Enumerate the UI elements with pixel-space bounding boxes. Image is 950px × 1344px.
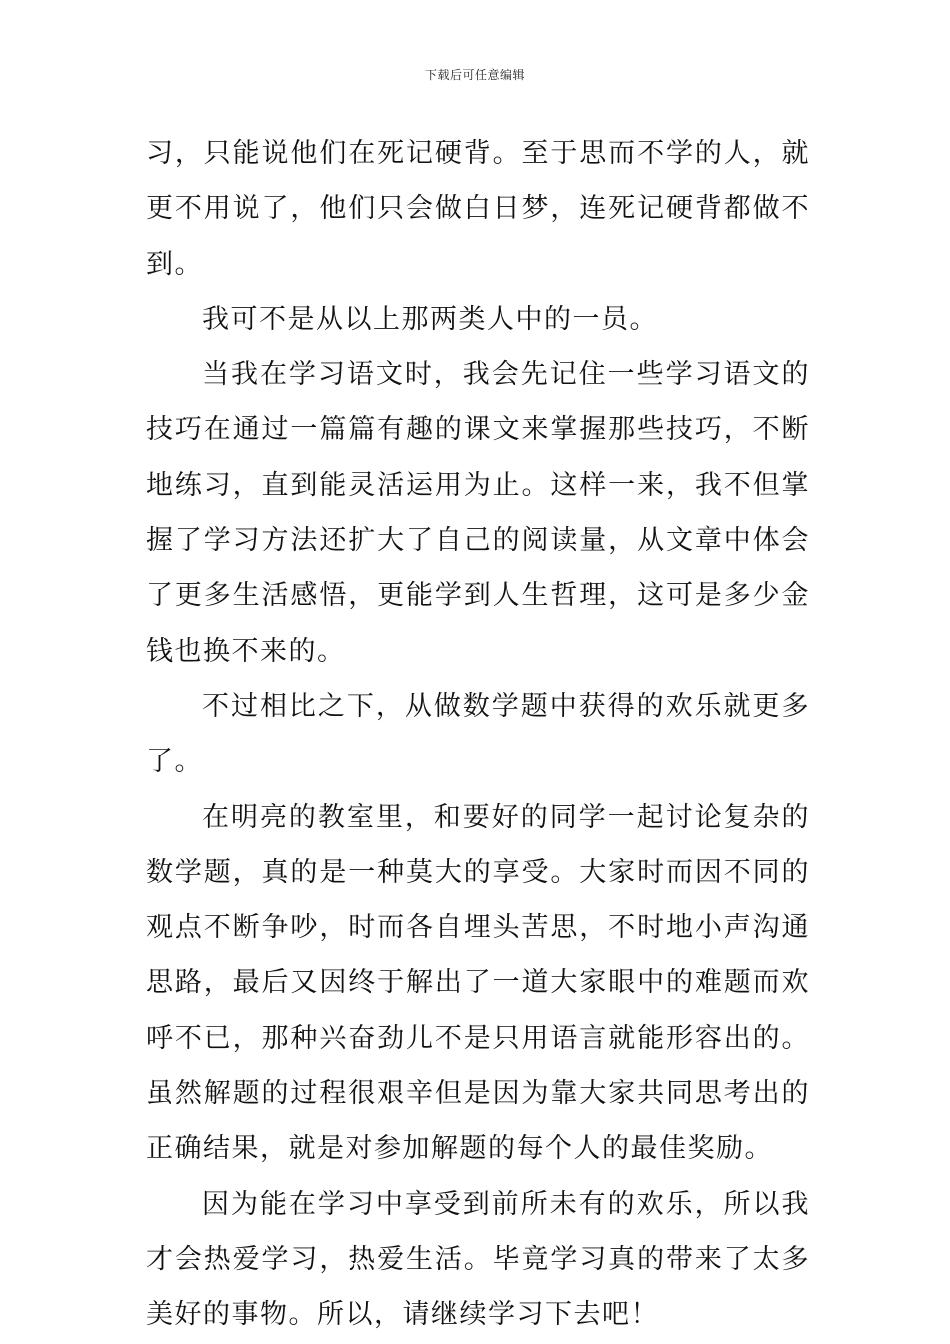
paragraph-5: 在明亮的教室里，和要好的同学一起讨论复杂的数学题，真的是一种莫大的享受。大家时而因不同的观点不断争吵，时而各自埋头苦思，不时地小声沟通思路，最后又因终于解出了一道大家眼中的难题而欢呼不已，那种兴奋劲儿不是只用语言就能形容出的。虽然解题的过程很艰辛但是因为靠大家共同思考出的正确结果，就是对参加解题的每个人的最佳奖励。 xyxy=(146,801,810,1165)
paragraph-6: 因为能在学习中享受到前所未有的欢乐，所以我才会热爱学习，热爱生活。毕竟学习真的带来了太多美好的事物。所以，请继续学习下去吧！ xyxy=(146,1188,810,1331)
page-header: 下载后可任意编辑 xyxy=(424,68,525,82)
paragraph-4: 不过相比之下，从做数学题中获得的欢乐就更多了。 xyxy=(146,690,810,778)
paragraph-3: 当我在学习语文时，我会先记住一些学习语文的技巧在通过一篇篇有趣的课文来掌握那些技巧，不断地练习，直到能灵活运用为止。这样一来，我不但掌握了学习方法还扩大了自己的阅读量，从文章中体会了更多生活感悟，更能学到人生哲理，这可是多少金钱也换不来的。 xyxy=(146,359,810,667)
paragraph-1: 习，只能说他们在死记硬背。至于思而不学的人，就更不用说了，他们只会做白日梦，连死记硬背都做不到。 xyxy=(146,138,810,280)
document-body xyxy=(146,126,810,1343)
paragraph-2: 我可不是从以上那两类人中的一员。 xyxy=(202,303,658,335)
